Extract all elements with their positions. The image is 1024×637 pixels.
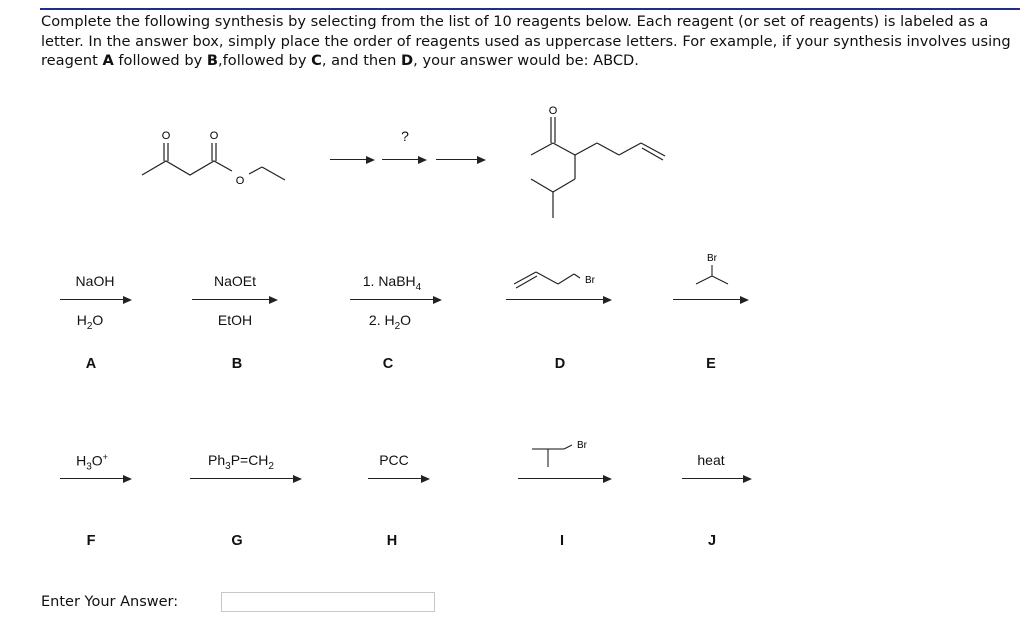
reagent-a-bottom: $H_2O$	[76, 312, 104, 332]
reagent-j-letter[interactable]: J	[707, 533, 717, 549]
unknown-steps-label: ?	[401, 128, 409, 144]
reagent-e-arrow	[673, 295, 749, 305]
reagent-i-letter[interactable]: I	[559, 533, 565, 549]
reagent-g-top: $Ph_3P=CH_2$	[208, 452, 274, 472]
carbonyl-oxygen-2: O	[209, 130, 219, 142]
reagent-d-structure	[508, 264, 608, 292]
reagent-e-bromine: Br	[707, 253, 717, 264]
answer-input[interactable]	[221, 592, 435, 612]
reagent-d-arrow	[506, 295, 612, 305]
answer-label: Enter Your Answer:	[41, 594, 179, 610]
reagent-c-arrow	[350, 295, 442, 305]
question-text: Complete the following synthesis by selecting from the list of 10 reagents below. Each reagent (or set of reagents) is labeled as a letter. In the answer box, simply place the order of reagents used as uppercase letters. For example, if your synthesis involves using reagent A followed by B,followed by C, and then D, your answer would be: ABCD.	[41, 13, 1011, 69]
reagent-b-arrow	[192, 295, 278, 305]
reagent-c-letter[interactable]: C	[382, 356, 394, 372]
header-rule	[40, 8, 1020, 10]
reagent-a-top: NaOH	[75, 273, 115, 289]
reagent-g-letter[interactable]: G	[231, 533, 243, 549]
carbonyl-oxygen-1: O	[161, 130, 171, 142]
step-arrow-1	[330, 155, 375, 165]
reagent-g-arrow	[190, 474, 302, 484]
reagent-f-top: $H_3O^+$	[76, 452, 108, 473]
reagent-c-top: 1. NaBH$_4$	[362, 273, 422, 293]
reagent-f-arrow	[60, 474, 132, 484]
reagent-c-bottom: 2. $H_2O$	[368, 312, 412, 332]
reagent-h-letter[interactable]: H	[386, 533, 398, 549]
reagent-b-top: NaOEt	[213, 273, 256, 289]
product-structure	[515, 103, 680, 228]
reagent-i-bromine: Br	[577, 440, 587, 451]
reagent-e-structure	[688, 248, 738, 293]
reagent-i-arrow	[518, 474, 612, 484]
starting-material-structure	[130, 125, 295, 190]
reagent-j-top: heat	[697, 452, 725, 468]
reagent-f-letter[interactable]: F	[86, 533, 96, 549]
reagent-a-arrow	[60, 295, 132, 305]
ester-oxygen: O	[235, 175, 245, 187]
reagent-e-letter[interactable]: E	[706, 356, 716, 372]
reagent-d-bromine: Br	[585, 275, 595, 286]
reagent-h-top: PCC	[379, 452, 409, 468]
reagent-j-arrow	[682, 474, 752, 484]
reagent-a-letter[interactable]: A	[85, 356, 97, 372]
product-carbonyl-oxygen: O	[548, 105, 558, 117]
reagent-b-bottom: EtOH	[217, 312, 253, 328]
reagent-h-arrow	[368, 474, 430, 484]
reagent-b-letter[interactable]: B	[231, 356, 243, 372]
reagent-d-letter[interactable]: D	[554, 356, 566, 372]
step-arrow-3	[436, 155, 486, 165]
step-arrow-2	[382, 155, 427, 165]
reagent-i-structure	[528, 437, 608, 471]
